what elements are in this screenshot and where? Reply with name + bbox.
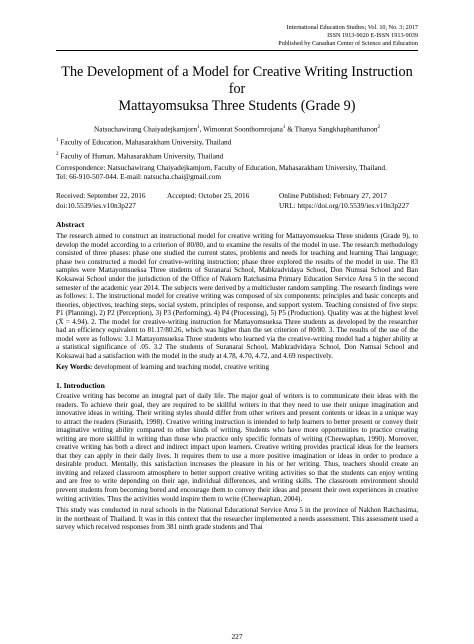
accepted-date: Accepted: October 25, 2016	[167, 191, 250, 201]
correspondence	[56, 163, 418, 181]
keywords	[56, 363, 418, 372]
publication-dates	[56, 191, 418, 211]
published-date: Online Published: February 27, 2017	[279, 191, 388, 201]
author-2: , Wimonrat Soonthornrojana	[199, 124, 283, 134]
author-3: & Thanya Sangkhaphanthanon	[285, 124, 378, 134]
keywords-label: Key Words:	[56, 363, 93, 372]
affiliation-1-number: 1	[56, 138, 59, 144]
abstract-heading: Abstract	[56, 220, 85, 230]
doi-url: URL: https://doi.org/10.5539/ies.v10n3p227	[279, 201, 409, 211]
journal-header	[56, 24, 418, 48]
journal-publisher: Published by Canadian Center of Science and Education	[278, 40, 418, 47]
header-rule	[56, 50, 418, 51]
affiliation-1	[56, 136, 418, 146]
doi: doi:10.5539/ies.v10n3p227	[56, 201, 136, 211]
journal-issn: ISSN 1913-9020 E-ISSN 1913-9039	[327, 32, 418, 39]
paper-title	[56, 64, 418, 115]
page-number: 227	[231, 632, 243, 641]
received-date: Received: September 22, 2016	[56, 191, 146, 201]
correspondence-line-1: Correspondence: Natsuchawirang Chaiyadejkamjorn, Faculty of Education, Mahasarakham University, Thailand.	[56, 163, 387, 173]
author-3-affiliation: 2	[377, 125, 380, 130]
abstract-text: The research aimed to construct an instructional model for creative writing for Mattayomsueksa Three students (Grade 9), to develop the model according to a criterion of 80/80, and to examine the results of the model in use. The research methodology consisted of three phases: phase one studied the current states, problems and needs for teaching and learning Thai language; phase two constructed a model for creative-writing instruction; phase three explored the results of the model in use. The 83 samples were Mattayomsueksa Three students of Suranarai School, Mabkradvidaya School, Don Numsai School and Ban Koksawai School under the jurisdiction of the Office of Nakorn Ratchasima Primary Education Service Area 5 in the second semester of the academic year 2014. The subjects were derived by a multicluster random sampling. The research findings were as follows: 1. The instructional model for creative writing was composed of six components: principles and basic concepts and theories, objectives, teaching steps, social system, principles of response, and support system. Teaching consisted of five steps: P1 (Planning), 2) P2 (Perception), 3) P3 (Performing), 4) P4 (Processing), 5) P5 (Production). Quality was at the highest level (X̄ = 4.94). 2. The model for creative-writing instruction for Mattayomsueksa Three students as developed by the researcher had an efficiency equivalent to 81.17/80.26, which was higher than the set criterion of 80/80. 3. The results of the use of the model were as follows: 3.1 Mattayomsueksa Three students who learned via the creative-writing model had a higher ability at a statistical significance of .05. 3.2 The students of Suranarai School, Mabkradvidaya School, Don Namsai School and Koksawai had a satisfaction with the model in the study at 4.78, 4.70, 4.72, and 4.69 respectively.	[56, 232, 418, 360]
journal-volume: International Education Studies; Vol. 10, No. 3; 2017	[286, 24, 418, 31]
affiliation-2-number: 2	[56, 151, 59, 157]
introduction-heading: 1. Introduction	[56, 381, 105, 391]
title-line-2: Mattayomsuksa Three Students (Grade 9)	[118, 98, 356, 114]
affiliation-2-text: Faculty of Human, Mahasarakham University, Thailand	[58, 151, 224, 161]
title-line-1: The Development of a Model for Creative Writing Instruction for	[61, 64, 413, 97]
keywords-text: development of learning and teaching model, creative writing	[92, 363, 270, 372]
author-1-affiliation: 1	[197, 125, 200, 130]
introduction-paragraph-2: This study was conducted in rural schools in the National Educational Service Area 5 in the province of Nakhon Ratchasima, in the northeast of Thailand. It was in this context that the researcher implemented a needs assessment. This assessment used a survey which received responses from 381 ninth grade students and Thai	[56, 506, 418, 532]
correspondence-line-2: Tel: 66-910-507-044. E-mail: natsucha.chai@gmail.com	[56, 172, 222, 182]
author-1: Natsuchawirang Chaiyadejkamjorn	[94, 124, 198, 134]
affiliation-2	[56, 150, 418, 160]
introduction-paragraph-1: Creative writing has become an integral part of daily life. The major goal of writers is to communicate their ideas with the readers. To achieve their goal, they are required to be skillful writers in that they need to use their unique imagination and innovative ideas in writing. Their writing styles should differ from other writers and present contents or ideas in a unique way to attract the readers (Surasith, 1998). Creative writing instruction is intended to help learners to better present or convey their imaginative writing ability compared to other kinds of writing. Students who have more opportunities to practice creating writing are more skillful in writing than those who practice only specific formats of writing (Cheewaphan, 1990). Moreover, creative writing has both a direct and indirect impact upon learners. Creative writing provides practical ideas for the learners that they can apply in their daily lives. It requires them to use a more positive imagination or ideas in order to produce a desirable product. Mentally, this satisfaction increases the pleasure in his or her writing. Thus, teachers should create an inviting and relaxed classroom atmosphere to better support creative writing activities so that the students can enjoy writing and are free to write depending on their age, individual differences, and writing skills. The classroom environment should prevent students from becoming bored and encourage them to convey their ideas and present their own experiences in creative writing activities. Thus the activities would inspire them to write (Cheewaphan, 2004).	[56, 392, 418, 503]
affiliation-1-text: Faculty of Education, Mahasarakham University, Thailand	[58, 137, 232, 147]
author-2-affiliation: 1	[282, 125, 286, 130]
author-list	[56, 123, 418, 133]
